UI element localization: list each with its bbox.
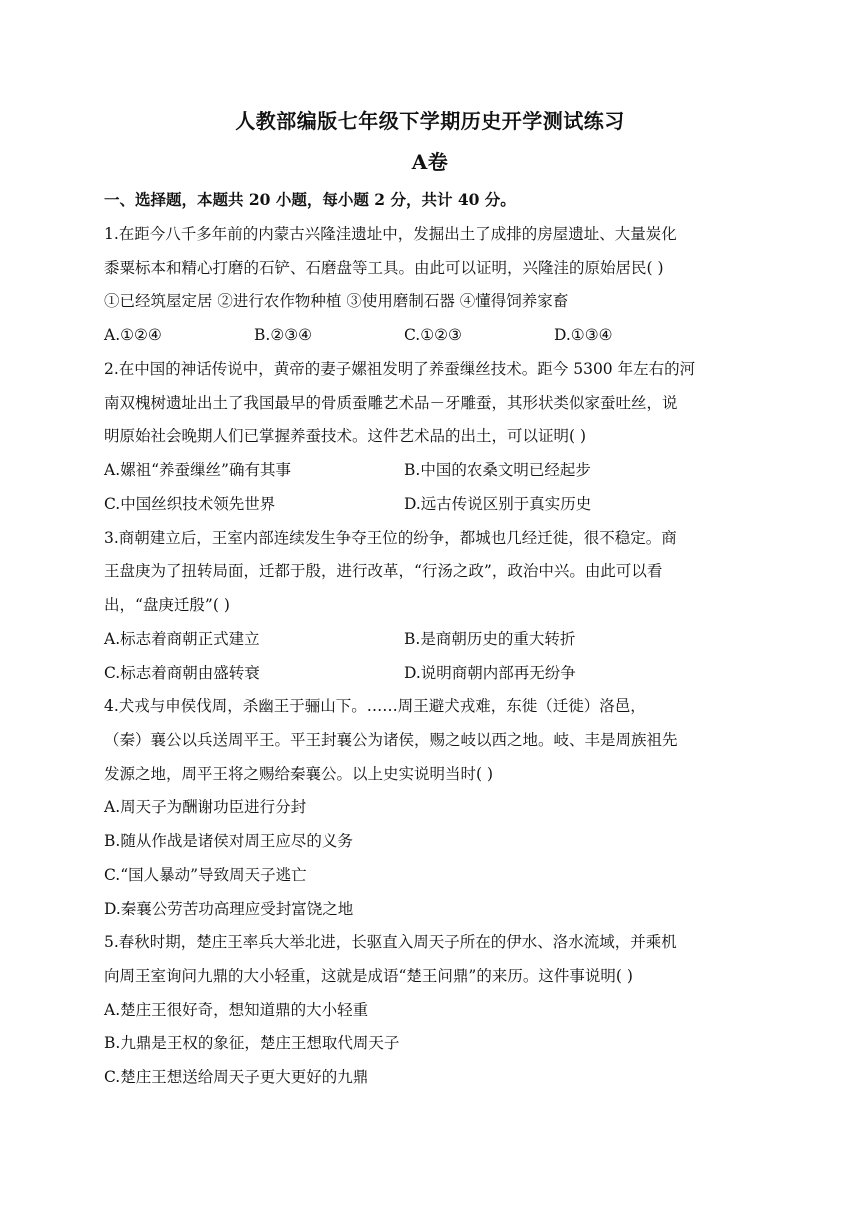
question-5-line-2: 向周王室询问九鼎的大小轻重，这就是成语“楚王问鼎”的来历。这件事说明( ) xyxy=(104,967,633,985)
question-2-line-3: 明原始社会晚期人们已掌握养蚕技术。这件艺术品的出土，可以证明( ) xyxy=(104,427,587,445)
question-3-option-b[interactable]: B.是商朝历史的重大转折 xyxy=(404,630,576,648)
question-2-option-d[interactable]: D.远古传说区别于真实历史 xyxy=(404,495,592,513)
question-5-option-b[interactable]: B.九鼎是王权的象征，楚庄王想取代周天子 xyxy=(104,1034,400,1052)
question-2-option-c[interactable]: C.中国丝织技术领先世界 xyxy=(104,495,276,513)
question-3-line-2: 王盘庚为了扭转局面，迁都于殷，进行改革，“行汤之政”，政治中兴。由此可以看 xyxy=(104,562,663,580)
question-2-line-2: 南双槐树遗址出土了我国最早的骨质蚕雕艺术品－牙雕蚕，其形状类似家蚕吐丝，说 xyxy=(104,394,678,412)
question-1-line-3: ①已经筑屋定居 ②进行农作物种植 ③使用磨制石器 ④懂得饲养家畜 xyxy=(104,292,569,310)
document-title: 人教部编版七年级下学期历史开学测试练习 xyxy=(235,109,625,133)
question-4-option-a[interactable]: A.周天子为酬谢功臣进行分封 xyxy=(104,798,307,816)
question-1-option-b[interactable]: B.②③④ xyxy=(254,326,313,344)
question-4-line-2: （秦）襄公以兵送周平王。平王封襄公为诸侯，赐之岐以西之地。岐、丰是周族祖先 xyxy=(104,731,678,749)
question-5-option-c[interactable]: C.楚庄王想送给周天子更大更好的九鼎 xyxy=(104,1068,369,1086)
question-3-line-3: 出，“盘庚迁殷”( ) xyxy=(104,596,230,614)
question-5-line-1: 5.春秋时期，楚庄王率兵大举北进，长驱直入周天子所在的伊水、洛水流域，并乘机 xyxy=(104,933,677,951)
question-4-option-c[interactable]: C.“国人暴动”导致周天子逃亡 xyxy=(104,866,307,884)
question-3-option-c[interactable]: C.标志着商朝由盛转衰 xyxy=(104,664,260,682)
section-heading: 一、选择题，本题共 20 小题，每小题 2 分，共计 40 分。 xyxy=(104,190,516,209)
question-1-line-1: 1.在距今八千多年前的内蒙古兴隆洼遗址中，发掘出土了成排的房屋遗址、大量炭化 xyxy=(104,225,677,243)
question-1-option-c[interactable]: C.①②③ xyxy=(404,326,462,344)
question-4-option-b[interactable]: B.随从作战是诸侯对周王应尽的义务 xyxy=(104,832,353,850)
question-5-option-a[interactable]: A.楚庄王很好奇，想知道鼎的大小轻重 xyxy=(104,1001,369,1019)
question-4-option-d[interactable]: D.秦襄公劳苦功高理应受封富饶之地 xyxy=(104,900,354,918)
volume-label: A卷 xyxy=(411,150,449,174)
question-2-line-1: 2.在中国的神话传说中，黄帝的妻子嫘祖发明了养蚕缫丝技术。距今 5300 年左右的河 xyxy=(104,360,696,378)
question-3-line-1: 3.商朝建立后，王室内部连续发生争夺王位的纷争，都城也几经迁徙，很不稳定。商 xyxy=(104,529,677,547)
question-2-option-a[interactable]: A.嫘祖“养蚕缫丝”确有其事 xyxy=(104,461,291,479)
question-1-option-d[interactable]: D.①③④ xyxy=(554,326,613,344)
question-3-option-a[interactable]: A.标志着商朝正式建立 xyxy=(104,630,260,648)
question-2-option-b[interactable]: B.中国的农桑文明已经起步 xyxy=(404,461,591,479)
question-1-line-2: 黍粟标本和精心打磨的石铲、石磨盘等工具。由此可以证明，兴隆洼的原始居民( ) xyxy=(104,259,664,277)
question-3-option-d[interactable]: D.说明商朝内部再无纷争 xyxy=(404,664,576,682)
question-1-option-a[interactable]: A.①②④ xyxy=(104,326,162,344)
question-4-line-3: 发源之地，周平王将之赐给秦襄公。以上史实说明当时( ) xyxy=(104,765,494,783)
question-4-line-1: 4.犬戎与申侯伐周，杀幽王于骊山下。……周王避犬戎难，东徙（迁徙）洛邑， xyxy=(104,697,646,715)
